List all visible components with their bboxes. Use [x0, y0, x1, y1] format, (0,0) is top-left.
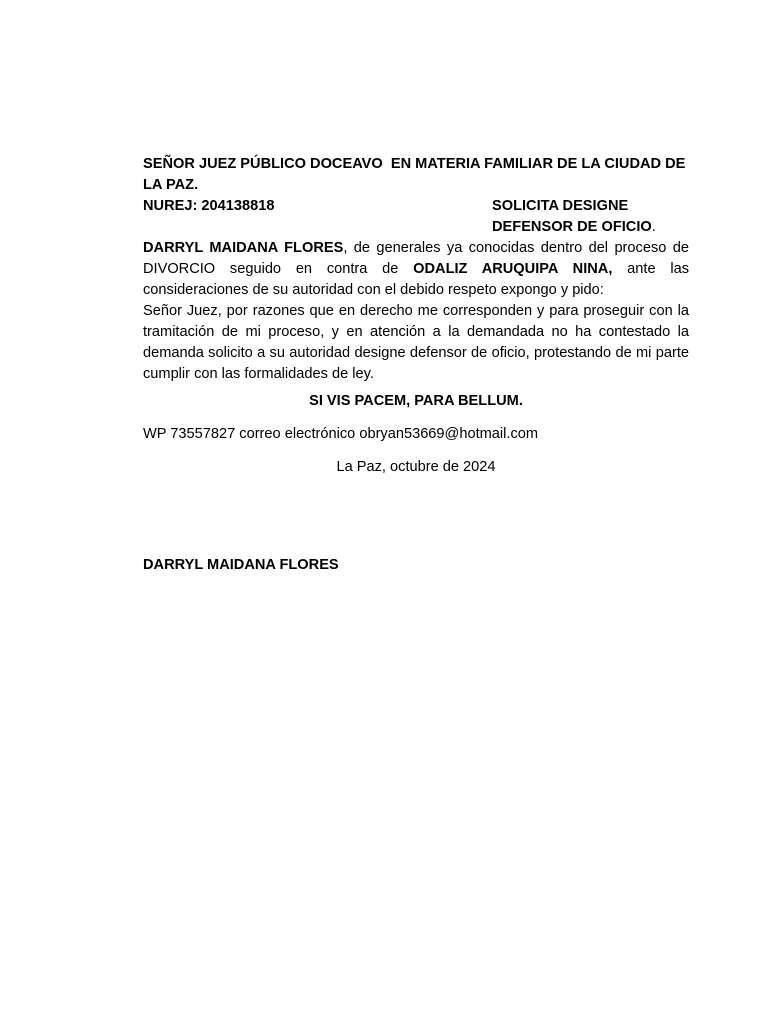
petition-title-line2-wrap [492, 217, 689, 238]
reference-row [143, 196, 689, 217]
petitioner-name: DARRYL MAIDANA FLORES [143, 240, 344, 256]
petition-title-line1: SOLICITA DESIGNE [492, 198, 629, 214]
signature-name: DARRYL MAIDANA FLORES [143, 557, 339, 573]
motto: SI VIS PACEM, PARA BELLUM. [309, 393, 523, 409]
addressee-heading: SEÑOR JUEZ PÚBLICO DOCEAVO EN MATERIA FAMILIAR DE LA CIUDAD DE LA PAZ. [143, 156, 690, 193]
document-content [143, 154, 689, 576]
opponent-name: ODALIZ ARUQUIPA NINA, [413, 261, 613, 277]
petition-title-period: . [651, 219, 656, 235]
intro-text-2: ante las consideraciones de su autoridad con el debido respeto expongo y pido: [143, 261, 689, 298]
petition-title-line2: DEFENSOR DE OFICIO [492, 219, 652, 235]
contact-info: WP 73557827 correo electrónico obryan53669@hotmail.com [143, 426, 539, 442]
place-date: La Paz, octubre de 2024 [336, 459, 496, 475]
nurej-number: NUREJ: 204138818 [143, 198, 275, 214]
intro-text-1: , de generales ya conocidas dentro del proceso de DIVORCIO seguido en contra de [143, 240, 689, 277]
intro-paragraph [143, 238, 689, 301]
request-paragraph: Señor Juez, por razones que en derecho me corresponden y para proseguir con la tramitación de mi proceso, y en atención a la demandada no ha contestado la demanda solicito a su autoridad designe defensor de oficio, protestando de mi parte cumplir con las formalidades de ley. [143, 303, 689, 382]
